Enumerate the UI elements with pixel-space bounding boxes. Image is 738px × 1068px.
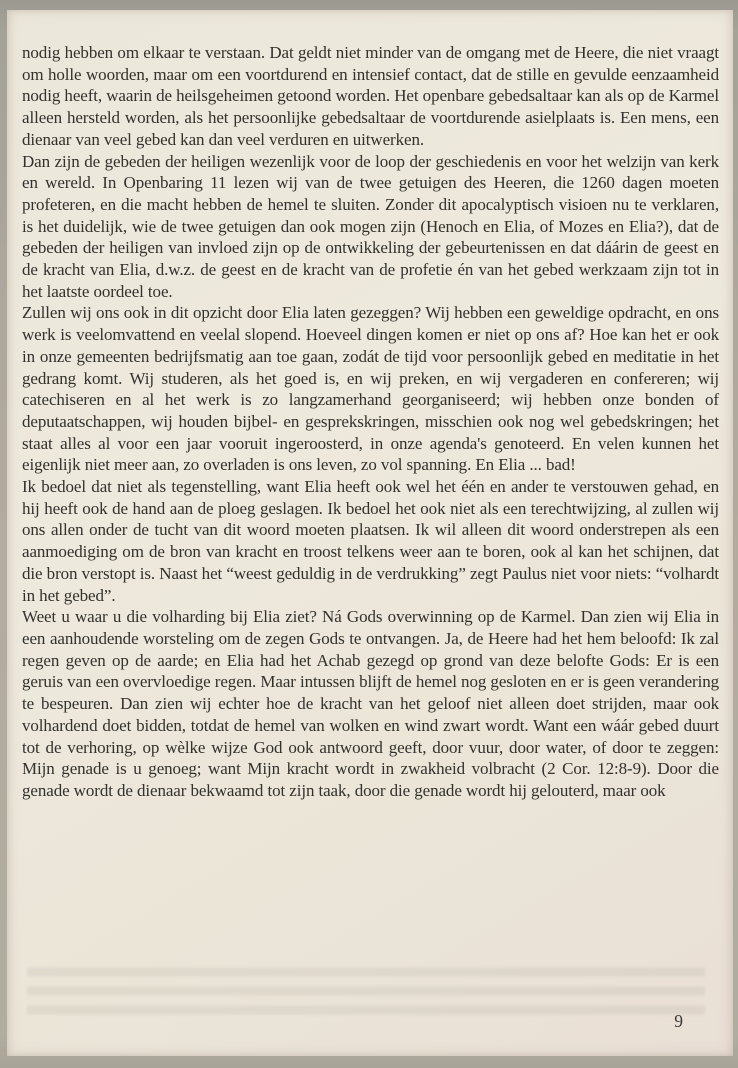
- body-paragraph: Dan zijn de gebeden der heiligen wezenlijk voor de loop der geschiedenis en voor het welzijn van kerk en wereld. In Openbaring 11 lezen wij van de twee getuigen des Heeren, die 1260 dagen moeten profeteren, en die macht hebben de hemel te sluiten. Zonder dit apocalyptisch visioen nu te verklaren, is het duidelijk, wie de twee getuigen dan ook mogen zijn (Henoch en Elia, of Mozes en Elia?), dat de gebeden der heiligen van invloed zijn op de ontwikkeling der gebeurtenissen en dat dáárin de geest en de kracht van Elia, d.w.z. de geest en de kracht van de profetie én van het gebed werkzaam zijn tot in het laatste oordeel toe.: [22, 151, 719, 301]
- reverse-side-showthrough: [27, 962, 705, 1018]
- body-paragraph: nodig hebben om elkaar te verstaan. Dat geldt niet minder van de omgang met de Heere, die niet vraagt om holle woorden, maar om een voortdurend en intensief contact, dat de stille en gevulde eenzaamheid nodig heeft, waarin de heilsgeheimen getoond worden. Het openbare gebedsaltaar kan als op de Karmel alleen hersteld worden, als het persoonlijke gebedsaltaar de voortdurende asielplaats is. Een mens, een dienaar van veel gebed kan dan veel verduren en uitwerken.: [22, 43, 719, 149]
- body-paragraph: Ik bedoel dat niet als tegenstelling, want Elia heeft ook wel het één en ander te verstouwen gehad, en hij heeft ook de hand aan de ploeg geslagen. Ik bedoel het ook niet als een terechtwijzing, al zullen wij ons allen onder de tucht van dit woord moeten plaatsen. Ik wil alleen dit woord onderstrepen als een aanmoediging om de bron van kracht en troost telkens weer aan te boren, ook al kan het schijnen, dat die bron verstopt is. Naast het “weest geduldig in de verdrukking” zegt Paulus niet voor niets: “volhardt in het gebed”.: [22, 477, 719, 605]
- body-paragraph: Zullen wij ons ook in dit opzicht door Elia laten gezeggen? Wij hebben een geweldige opdracht, en ons werk is veelomvattend en veelal slopend. Hoeveel dingen komen er niet op ons af? Hoe kan het er ook in onze gemeenten bedrijfsmatig aan toe gaan, zodát de tijd voor persoonlijk gebed en meditatie in het gedrang komt. Wij studeren, als het goed is, en wij preken, en wij vergaderen en confereren; wij catechiseren en al het werk is zo langzamerhand georganiseerd; wij hebben onze bonden of deputaatschappen, wij houden bijbel- en gesprekskringen, misschien ook nog wel gebedskringen; het staat alles al voor een jaar vooruit ingeroosterd, in onze agenda's genoteerd. En velen kunnen het eigenlijk niet meer aan, zo overladen is ons leven, zo vol spanning. En Elia ... bad!: [22, 303, 719, 475]
- page-number: 9: [674, 1011, 683, 1031]
- body-paragraph: Weet u waar u die volharding bij Elia ziet? Ná Gods overwinning op de Karmel. Dan zien wij Elia in een aanhoudende worsteling om de zegen Gods te ontvangen. Ja, de Heere had het hem beloofd: Ik zal regen geven op de aarde; en Elia had het Achab gezegd op grond van deze belofte Gods: Er is een geruis van een overvloedige regen. Maar intussen blijft de hemel nog gesloten en er is geen verandering te bespeuren. Dan zien wij echter hoe de kracht van het geloof niet alleen doet strijden, maar ook volhardend doet bidden, totdat de hemel van wolken en wind zwart wordt. Want een wáár gebed duurt tot de verhoring, op wèlke wijze God ook antwoord geeft, door vuur, door water, of door te zeggen: Mijn genade is u genoeg; want Mijn kracht wordt in zwakheid volbracht (2 Cor. 12:8-9). Door die genade wordt de dienaar bekwaamd tot zijn taak, door die genade wordt hij gelouterd, maar ook: [22, 607, 719, 800]
- page-text-block: [22, 42, 719, 802]
- book-page: [7, 10, 733, 1056]
